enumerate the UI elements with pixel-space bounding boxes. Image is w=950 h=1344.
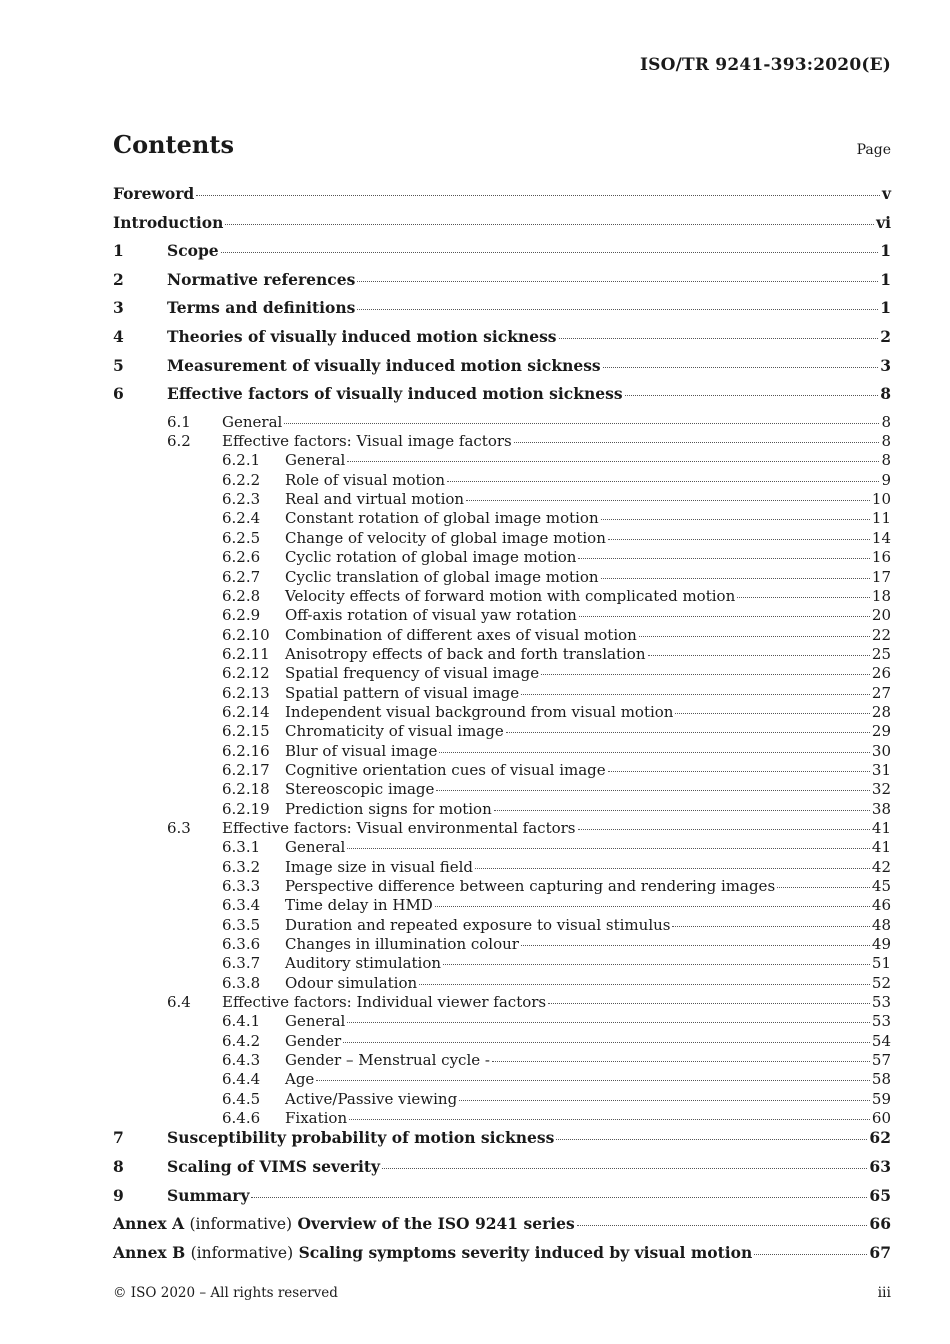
toc-entry-number: 6.3.5	[222, 915, 261, 934]
toc-dot-leader	[443, 964, 870, 965]
toc-entry-title: Change of velocity of global image motion	[285, 528, 606, 547]
toc-dot-leader	[777, 887, 870, 888]
annex-label: Annex B	[113, 1242, 186, 1262]
toc-dot-leader	[439, 752, 870, 753]
toc-entry-number: 6.4.6	[222, 1109, 261, 1128]
toc-entry-page: 18	[871, 586, 891, 605]
toc-entry-page: 17	[871, 567, 891, 586]
toc-entry-title: Effective factors: Individual viewer factors	[222, 993, 547, 1012]
toc-entry-title: Active/Passive viewing	[285, 1089, 458, 1108]
toc-entry[interactable]	[113, 916, 891, 935]
toc-entry-page: 10	[871, 490, 891, 509]
toc-dot-leader	[347, 848, 870, 849]
toc-entry-page: 22	[871, 625, 891, 644]
toc-entry-title: General	[222, 412, 283, 431]
toc-entry[interactable]	[113, 703, 891, 722]
toc-entry-title: Age	[285, 1070, 315, 1089]
toc-entry-page: 8	[881, 432, 891, 451]
toc-entry[interactable]	[113, 327, 891, 356]
toc-entry-number: 6.4.5	[222, 1089, 261, 1108]
toc-entry-page: 14	[871, 528, 891, 547]
toc-dot-leader	[672, 926, 869, 927]
annex-title: Scaling symptoms severity induced by visual motion	[298, 1242, 753, 1262]
toc-entry-page: 60	[871, 1109, 891, 1128]
toc-entry-number: 6.3.6	[222, 935, 261, 954]
toc-entry-page: 53	[871, 1012, 891, 1031]
toc-entry-number: 6.2.10	[222, 625, 270, 644]
toc-entry-number: 6.4	[167, 993, 191, 1012]
toc-entry-title: General	[285, 451, 346, 470]
toc-entry-title: Cyclic rotation of global image motion	[285, 548, 577, 567]
toc-dot-leader	[492, 1061, 870, 1062]
toc-entry-number: 6.3.4	[222, 896, 261, 915]
toc-dot-leader	[347, 461, 879, 462]
toc-entry-number: 5	[113, 355, 124, 375]
toc-entry-page: 9	[881, 470, 891, 489]
toc-entry-number: 6.2.17	[222, 760, 270, 779]
toc-entry-page: 67	[869, 1242, 891, 1262]
toc-entry-number: 6.2.11	[222, 644, 270, 663]
toc-entry-title: Introduction	[113, 212, 224, 232]
toc-entry-title: Summary	[167, 1185, 250, 1205]
toc-entry-title: Chromaticity of visual image	[285, 722, 504, 741]
toc-entry-page: 52	[871, 973, 891, 992]
toc-entry[interactable]	[113, 838, 891, 857]
toc-entry-page: 51	[871, 954, 891, 973]
toc-entry-page: 3	[880, 355, 891, 375]
toc-entry[interactable]	[113, 819, 891, 838]
toc-entry-number: 6.3.7	[222, 954, 261, 973]
toc-entry-title: Theories of visually induced motion sickness	[167, 326, 557, 346]
toc-entry-number: 9	[113, 1185, 124, 1205]
toc-entry-title: Effective factors of visually induced motion sickness	[167, 384, 623, 404]
toc-entry[interactable]	[113, 509, 891, 528]
toc-entry-title: Spatial pattern of visual image	[285, 683, 520, 702]
toc-entry[interactable]	[113, 568, 891, 587]
toc-dot-leader	[447, 481, 879, 482]
toc-entry-page: 58	[871, 1070, 891, 1089]
contents-heading: Contents	[113, 130, 234, 159]
toc-entry-page: 57	[871, 1051, 891, 1070]
toc-dot-leader	[225, 224, 874, 225]
toc-entry-page: 31	[871, 760, 891, 779]
toc-entry[interactable]	[113, 1109, 891, 1128]
toc-dot-leader	[196, 195, 880, 196]
toc-entry-page: 8	[880, 384, 891, 404]
toc-dot-leader	[556, 1139, 867, 1140]
toc-entry[interactable]	[113, 626, 891, 645]
toc-entry-number: 2	[113, 269, 124, 289]
toc-entry-title: Susceptibility probability of motion sickness	[167, 1128, 555, 1148]
toc-entry-page: 27	[871, 683, 891, 702]
toc-entry-page: 49	[871, 935, 891, 954]
toc-entry-number: 3	[113, 298, 124, 318]
toc-entry-page: 16	[871, 548, 891, 567]
toc-entry-page: 41	[871, 838, 891, 857]
toc-entry-title: Spatial frequency of visual image	[285, 664, 540, 683]
toc-entry[interactable]	[113, 490, 891, 509]
toc-dot-leader	[466, 500, 870, 501]
toc-entry-number: 6.3.8	[222, 973, 261, 992]
toc-entry-number: 7	[113, 1128, 124, 1148]
toc-entry-number: 6.2.7	[222, 567, 261, 586]
toc-entry-page: 66	[869, 1214, 891, 1234]
toc-dot-leader	[608, 539, 870, 540]
toc-dot-leader	[475, 868, 870, 869]
toc-entry[interactable]	[113, 1157, 891, 1186]
footer-copyright: © ISO 2020 – All rights reserved	[113, 1285, 338, 1301]
toc-entry-number: 6.2.3	[222, 490, 261, 509]
toc-dot-leader	[357, 281, 878, 282]
toc-entry-title: Cognitive orientation cues of visual image	[285, 760, 606, 779]
toc-entry-page: 63	[869, 1157, 891, 1177]
toc-entry-title	[113, 1214, 575, 1233]
toc-entry-title: Blur of visual image	[285, 741, 438, 760]
toc-entry-page: 28	[871, 702, 891, 721]
toc-entry-page: 20	[871, 606, 891, 625]
toc-entry-number: 6.2	[167, 432, 191, 451]
toc-entry-number: 6.1	[167, 412, 191, 431]
toc-entry[interactable]	[113, 954, 891, 973]
toc-entry-title	[113, 1243, 752, 1262]
toc-entry-page: 8	[881, 451, 891, 470]
toc-entry-title: Scaling of VIMS severity	[167, 1157, 381, 1177]
toc-entry-number: 6.2.14	[222, 702, 270, 721]
toc-dot-leader	[625, 395, 879, 396]
toc-entry-title: Terms and definitions	[167, 298, 356, 318]
toc-entry-page: 38	[871, 799, 891, 818]
toc-entry-title: Changes in illumination colour	[285, 935, 519, 954]
toc-entry[interactable]	[113, 974, 891, 993]
table-of-contents	[113, 184, 891, 1271]
toc-dot-leader	[548, 1003, 870, 1004]
toc-dot-leader	[559, 338, 879, 339]
toc-entry-number: 6.2.6	[222, 548, 261, 567]
toc-dot-leader	[737, 597, 870, 598]
toc-entry-page: 65	[869, 1185, 891, 1205]
toc-entry-number: 6.2.9	[222, 606, 261, 625]
toc-dot-leader	[754, 1254, 867, 1255]
footer-page-number: iii	[877, 1285, 891, 1301]
toc-entry-page: 48	[871, 915, 891, 934]
toc-entry[interactable]	[113, 471, 891, 490]
toc-dot-leader	[514, 442, 880, 443]
toc-entry-number: 6	[113, 384, 124, 404]
toc-entry-title: Off-axis rotation of visual yaw rotation	[285, 606, 577, 625]
toc-entry[interactable]	[113, 1128, 891, 1157]
annex-note: (informative)	[189, 1215, 293, 1234]
toc-entry[interactable]	[113, 529, 891, 548]
toc-entry[interactable]	[113, 1051, 891, 1070]
toc-entry-title: Effective factors: Visual image factors	[222, 432, 512, 451]
toc-dot-leader	[347, 1022, 870, 1023]
toc-entry[interactable]	[113, 413, 891, 432]
toc-entry-title: Anisotropy effects of back and forth translation	[285, 644, 646, 663]
toc-entry-title: Velocity effects of forward motion with complicated motion	[285, 586, 736, 605]
toc-dot-leader	[357, 309, 878, 310]
toc-entry[interactable]	[113, 1090, 891, 1109]
toc-entry[interactable]	[113, 432, 891, 451]
toc-entry-title: Scope	[167, 241, 219, 261]
toc-entry-page: 1	[880, 269, 891, 289]
toc-dot-leader	[251, 1197, 867, 1198]
toc-entry-page: vi	[876, 212, 891, 232]
toc-entry-title: Gender	[285, 1031, 342, 1050]
toc-entry-number: 6.4.1	[222, 1012, 261, 1031]
toc-dot-leader	[349, 1119, 870, 1120]
toc-dot-leader	[343, 1042, 870, 1043]
toc-entry[interactable]	[113, 780, 891, 799]
toc-entry-title: Combination of different axes of visual motion	[285, 625, 637, 644]
toc-dot-leader	[578, 829, 870, 830]
toc-entry[interactable]	[113, 645, 891, 664]
toc-dot-leader	[601, 578, 870, 579]
toc-entry-number: 6.2.19	[222, 799, 270, 818]
toc-entry[interactable]	[113, 800, 891, 819]
toc-entry-page: 41	[871, 818, 891, 837]
toc-entry-number: 6.2.18	[222, 780, 270, 799]
toc-entry[interactable]	[113, 664, 891, 683]
toc-dot-leader	[648, 655, 870, 656]
toc-entry-number: 6.4.4	[222, 1070, 261, 1089]
toc-entry-page: 1	[880, 241, 891, 261]
toc-entry-number: 4	[113, 326, 124, 346]
toc-entry[interactable]	[113, 742, 891, 761]
document-id: ISO/TR 9241-393:2020(E)	[639, 55, 891, 75]
toc-dot-leader	[435, 906, 870, 907]
toc-entry[interactable]	[113, 1214, 891, 1243]
toc-entry-number: 6.2.8	[222, 586, 261, 605]
toc-entry-title: Fixation	[285, 1109, 348, 1128]
toc-entry-number: 6.3.1	[222, 838, 261, 857]
toc-entry-page: 30	[871, 741, 891, 760]
toc-entry-page: 54	[871, 1031, 891, 1050]
toc-dot-leader	[459, 1100, 870, 1101]
annex-title: Overview of the ISO 9241 series	[297, 1214, 575, 1234]
toc-dot-leader	[675, 713, 869, 714]
toc-entry-title: Measurement of visually induced motion sickness	[167, 355, 601, 375]
toc-entry-number: 8	[113, 1157, 124, 1177]
toc-dot-leader	[494, 810, 870, 811]
toc-entry[interactable]	[113, 384, 891, 413]
toc-entry-number: 6.2.1	[222, 451, 261, 470]
toc-entry-title: General	[285, 1012, 346, 1031]
toc-entry[interactable]	[113, 722, 891, 741]
page-column-label: Page	[856, 142, 891, 158]
toc-entry-title: Stereoscopic image	[285, 780, 435, 799]
annex-note: (informative)	[190, 1243, 294, 1262]
toc-entry[interactable]	[113, 270, 891, 299]
toc-entry-page: 26	[871, 664, 891, 683]
toc-entry-number: 6.3.2	[222, 857, 261, 876]
toc-entry[interactable]	[113, 1012, 891, 1031]
toc-entry-number: 6.2.5	[222, 528, 261, 547]
toc-entry-title: Real and virtual motion	[285, 490, 465, 509]
toc-dot-leader	[541, 674, 870, 675]
toc-entry[interactable]	[113, 877, 891, 896]
toc-dot-leader	[579, 616, 870, 617]
toc-dot-leader	[284, 423, 879, 424]
toc-entry-number: 6.2.2	[222, 470, 261, 489]
toc-dot-leader	[578, 558, 869, 559]
toc-entry-page: 2	[880, 326, 891, 346]
toc-dot-leader	[577, 1225, 868, 1226]
toc-entry-page: 11	[871, 509, 891, 528]
toc-entry-page: 45	[871, 877, 891, 895]
toc-entry[interactable]	[113, 184, 891, 213]
toc-entry-page: 25	[871, 644, 891, 663]
toc-entry-title: Independent visual background from visual motion	[285, 702, 674, 721]
toc-entry-number: 6.2.15	[222, 722, 270, 741]
toc-entry-number: 6.3	[167, 818, 191, 837]
toc-dot-leader	[521, 694, 870, 695]
toc-entry[interactable]	[113, 241, 891, 270]
toc-dot-leader	[316, 1080, 870, 1081]
toc-entry-number: 6.2.13	[222, 683, 270, 702]
toc-entry-page: v	[881, 184, 891, 203]
toc-entry-number: 6.2.16	[222, 741, 270, 760]
toc-dot-leader	[436, 790, 870, 791]
toc-dot-leader	[221, 252, 879, 253]
toc-entry-title: Normative references	[167, 269, 356, 289]
toc-entry[interactable]	[113, 1243, 891, 1272]
toc-entry-number: 6.4.3	[222, 1051, 261, 1070]
toc-entry[interactable]	[113, 935, 891, 954]
toc-entry-title: Time delay in HMD	[285, 896, 433, 915]
toc-entry-title: Cyclic translation of global image motion	[285, 567, 599, 586]
toc-entry[interactable]	[113, 356, 891, 385]
toc-entry-page: 1	[880, 298, 891, 318]
toc-entry[interactable]	[113, 1032, 891, 1051]
toc-entry-page: 32	[871, 780, 891, 799]
toc-dot-leader	[382, 1168, 867, 1169]
toc-entry-title: Duration and repeated exposure to visual stimulus	[285, 915, 671, 934]
toc-entry-number: 6.4.2	[222, 1031, 261, 1050]
toc-entry[interactable]	[113, 1070, 891, 1089]
toc-entry[interactable]	[113, 213, 891, 242]
toc-entry-title: Odour simulation	[285, 973, 418, 992]
toc-entry-title: Foreword	[113, 184, 195, 203]
toc-entry[interactable]	[113, 451, 891, 470]
toc-entry-page: 46	[871, 896, 891, 915]
toc-entry[interactable]	[113, 858, 891, 877]
toc-entry-number: 6.2.4	[222, 509, 261, 528]
toc-dot-leader	[639, 636, 870, 637]
toc-entry-number: 1	[113, 241, 124, 261]
toc-entry-page: 59	[871, 1089, 891, 1108]
toc-entry-page: 42	[871, 857, 891, 876]
toc-dot-leader	[521, 945, 870, 946]
annex-label: Annex A	[113, 1214, 185, 1234]
toc-entry[interactable]	[113, 606, 891, 625]
toc-entry-title: Image size in visual field	[285, 857, 474, 876]
toc-entry[interactable]	[113, 298, 891, 327]
toc-entry-title: Role of visual motion	[285, 470, 446, 489]
toc-entry-title: Prediction signs for motion	[285, 799, 492, 818]
toc-dot-leader	[603, 367, 879, 368]
toc-entry-page: 62	[869, 1128, 891, 1148]
toc-entry[interactable]	[113, 993, 891, 1012]
toc-entry[interactable]	[113, 896, 891, 915]
toc-entry-page: 29	[871, 722, 891, 741]
toc-entry-title: Perspective difference between capturing and rendering images	[285, 877, 776, 895]
toc-dot-leader	[601, 519, 870, 520]
toc-entry[interactable]	[113, 761, 891, 780]
toc-entry[interactable]	[113, 548, 891, 567]
toc-entry-page: 53	[871, 993, 891, 1012]
toc-dot-leader	[608, 771, 870, 772]
toc-dot-leader	[419, 984, 870, 985]
toc-entry[interactable]	[113, 587, 891, 606]
toc-entry[interactable]	[113, 1186, 891, 1215]
toc-entry-title: General	[285, 838, 346, 857]
toc-dot-leader	[506, 732, 870, 733]
toc-entry-page: 8	[881, 412, 891, 431]
toc-entry-number: 6.3.3	[222, 877, 261, 895]
toc-entry-title: Constant rotation of global image motion	[285, 509, 599, 528]
toc-entry-number: 6.2.12	[222, 664, 270, 683]
toc-entry-title: Effective factors: Visual environmental factors	[222, 818, 576, 837]
toc-entry[interactable]	[113, 684, 891, 703]
toc-entry-title: Auditory stimulation	[285, 954, 442, 973]
toc-entry-title: Gender – Menstrual cycle -	[285, 1051, 490, 1070]
